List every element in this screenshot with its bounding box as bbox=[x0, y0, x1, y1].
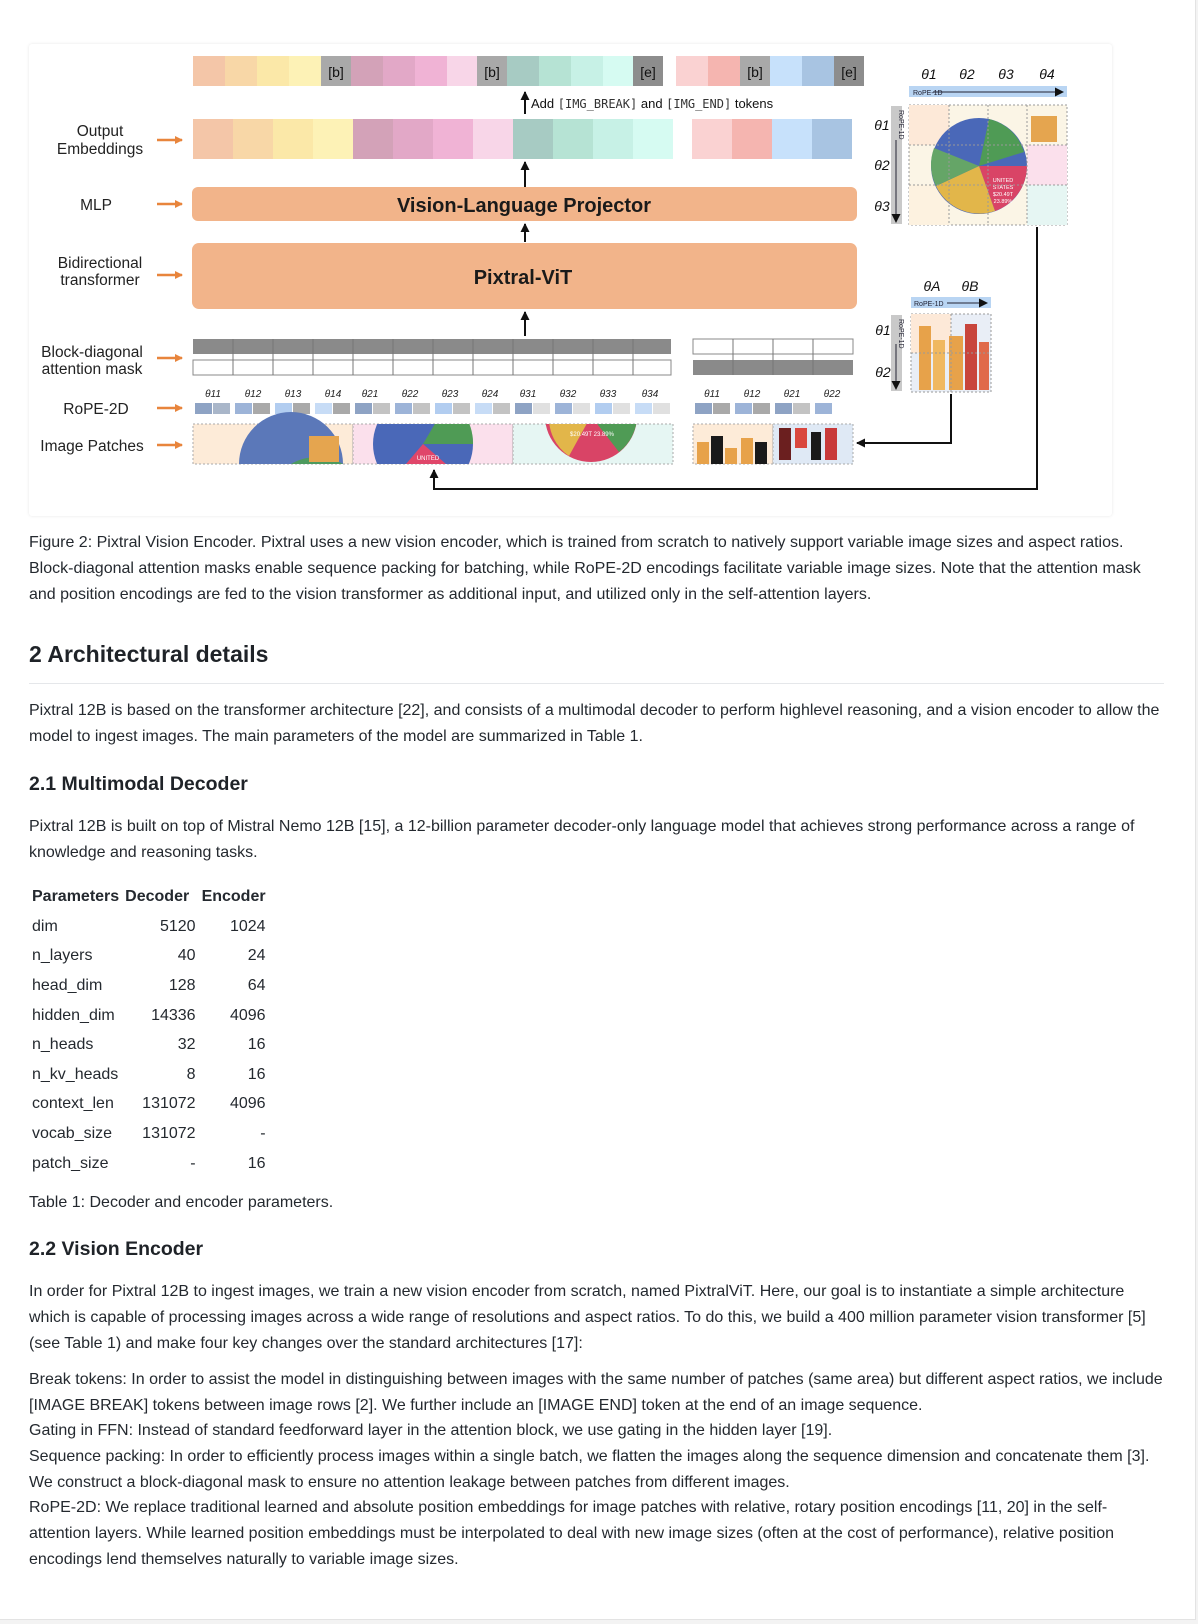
table-row bbox=[29, 971, 269, 1001]
rope-1d-top-label: RoPE-1D bbox=[913, 90, 943, 97]
table-cell: n_kv_heads bbox=[32, 1065, 119, 1083]
encoder-intro: In order for Pixtral 12B to ingest images, we train a new vision encoder from scratch, named PixtralViT. Here, our goal is to instantiate a simple architecture which is capable of processing images across a wide range of resolutions and aspect ratios. To do this, we build a 400 million parameter vision transformer [5] (see Table 1) and make four key changes over the standard architectures [17]: bbox=[29, 1283, 1146, 1352]
token-b-3: [b] bbox=[747, 64, 763, 80]
rope-side2-thetas bbox=[875, 322, 891, 380]
table-cell: 14336 bbox=[151, 1006, 196, 1024]
rt-1: θ1 bbox=[921, 66, 937, 82]
label-output-embeddings-2: Embeddings bbox=[56, 141, 144, 158]
sample-image-pie bbox=[909, 105, 1067, 225]
table-cell: context_len bbox=[32, 1095, 114, 1113]
rs-1: θ1 bbox=[874, 117, 890, 133]
table-row bbox=[29, 1060, 269, 1090]
pie-label-3: $20.49T bbox=[992, 192, 1014, 198]
table-row bbox=[29, 1001, 269, 1031]
rt-3: θ3 bbox=[998, 66, 1014, 82]
list-item-sequence-packing: Sequence packing: In order to efficiently process images within a single batch, we flatten the images along the sequence dimension and concatenate them [3]. We construct a block-diagonal mask to ensure no attention leakage between patches from different images. bbox=[29, 1448, 1150, 1491]
table-cell: 4096 bbox=[229, 1006, 266, 1024]
table-cell: n_layers bbox=[32, 947, 93, 965]
patch-pie-label: UNITED bbox=[416, 456, 440, 462]
pt-12: θ34 bbox=[641, 389, 659, 400]
pt-5: θ21 bbox=[361, 389, 379, 400]
table-row bbox=[29, 1119, 269, 1149]
table-header-row bbox=[29, 882, 269, 912]
pie-label-4: 23.89% bbox=[993, 199, 1013, 205]
label-image-patches: Image Patches bbox=[40, 438, 144, 455]
table-cell: 4096 bbox=[229, 1095, 266, 1113]
rope-1d-side-label: RoPE-1D bbox=[897, 110, 904, 140]
encoder-title: 2.2 Vision Encoder bbox=[29, 1238, 204, 1260]
table-cell: 16 bbox=[247, 1065, 266, 1083]
label-block-diagonal-1: Block-diagonal bbox=[41, 344, 143, 361]
table-cell: patch_size bbox=[32, 1154, 109, 1172]
list-item-break-tokens: Break tokens: In order to assist the model in distinguishing between images with the same number of patches (same area) but different aspect ratios, we include [IMAGE BREAK] tokens between image rows [2]. We further include an [IMAGE END] token at the end of an image sequence. bbox=[29, 1371, 1163, 1414]
table-cell: 8 bbox=[186, 1065, 196, 1083]
table-header: Decoder bbox=[125, 888, 190, 905]
label-mlp: MLP bbox=[80, 197, 112, 214]
decoder-text: Pixtral 12B is built on top of Mistral Nemo 12B [15], a 12-billion parameter decoder-only language model that achieves strong performance across a range of knowledge and reasoning tasks. bbox=[29, 818, 1135, 861]
rope-top-thetas bbox=[921, 66, 1055, 82]
table-row bbox=[29, 912, 269, 942]
table-header: Encoder bbox=[201, 888, 266, 905]
sample-image-bars bbox=[911, 314, 991, 392]
table-row bbox=[29, 1090, 269, 1120]
add-and: and bbox=[640, 96, 667, 111]
table-cell: hidden_dim bbox=[32, 1006, 115, 1024]
table-cell: 24 bbox=[247, 947, 266, 965]
pt-7: θ23 bbox=[441, 389, 459, 400]
list-item-rope-2d: RoPE-2D: We replace traditional learned and absolute position embeddings for image patches with relative, rotary position encodings [11, 20] in the self-attention layers. While learned position embeddings must be interpolated to deal with new image sizes (often at the cost of performance), relative position encodings lend themselves naturally to variable image sizes. bbox=[29, 1499, 1115, 1568]
table-cell: 40 bbox=[177, 947, 196, 965]
table-caption: Table 1: Decoder and encoder parameters. bbox=[29, 1194, 334, 1211]
pt-8: θ24 bbox=[481, 389, 499, 400]
rs-2: θ2 bbox=[874, 157, 890, 173]
label-bidirectional-1: Bidirectional bbox=[57, 255, 143, 272]
table-row bbox=[29, 1149, 269, 1179]
table-cell: 1024 bbox=[229, 917, 266, 935]
table-header: Parameters bbox=[32, 888, 120, 905]
token-e-2: [e] bbox=[841, 64, 857, 80]
pts-3: θ21 bbox=[783, 389, 801, 400]
figure-diagram bbox=[29, 44, 1112, 516]
rs2-2: θ2 bbox=[875, 364, 891, 380]
label-output-embeddings-1: Output bbox=[76, 123, 124, 140]
table-cell: 5120 bbox=[159, 917, 196, 935]
rope-ab-thetas bbox=[924, 278, 979, 294]
token-b-2: [b] bbox=[484, 64, 500, 80]
output-embeddings-row bbox=[193, 119, 852, 159]
pt-1: θ11 bbox=[205, 389, 221, 400]
add-suffix: tokens bbox=[734, 96, 774, 111]
table-cell: 131072 bbox=[142, 1095, 196, 1113]
section-divider bbox=[29, 683, 1164, 684]
label-rope-2d: RoPE-2D bbox=[63, 401, 129, 418]
rt-2: θ2 bbox=[959, 66, 975, 82]
pt-10: θ32 bbox=[559, 389, 577, 400]
label-block-diagonal-2: attention mask bbox=[41, 361, 143, 378]
table-cell: - bbox=[260, 1124, 266, 1142]
pts-2: θ12 bbox=[743, 389, 761, 400]
section-intro: Pixtral 12B is based on the transformer architecture [22], and consists of a multimodal decoder to perform highlevel reasoning, and a vision encoder to allow the model to ingest images. The main parameters of the model are summarized in Table 1. bbox=[29, 702, 1160, 745]
table-cell: 131072 bbox=[142, 1124, 196, 1142]
token-b-1: [b] bbox=[328, 64, 344, 80]
attention-mask bbox=[193, 339, 853, 375]
label-bidirectional-2: transformer bbox=[60, 272, 140, 289]
pts-4: θ22 bbox=[823, 389, 841, 400]
rope-side-thetas bbox=[874, 117, 890, 214]
rs-3: θ3 bbox=[874, 198, 890, 214]
table-cell: 64 bbox=[247, 976, 266, 994]
table-row bbox=[29, 1030, 269, 1060]
add-tokens-annotation bbox=[531, 96, 774, 111]
table-cell: 128 bbox=[168, 976, 196, 994]
patch-pie-label-2: $20.49T 23.89% bbox=[570, 432, 614, 438]
pt-3: θ13 bbox=[284, 389, 302, 400]
table-cell: dim bbox=[32, 917, 58, 935]
token-row bbox=[193, 56, 864, 86]
rope-1d-top-label-2: RoPE-1D bbox=[914, 301, 944, 308]
add-img-break: [IMG_BREAK] bbox=[557, 97, 638, 111]
table-cell: n_heads bbox=[32, 1036, 94, 1054]
add-prefix: Add bbox=[531, 96, 558, 111]
pie-label-1: UNITED bbox=[992, 178, 1014, 184]
rope-1d-side-label-2: RoPE-1D bbox=[897, 319, 904, 349]
pts-1: θ11 bbox=[704, 389, 720, 400]
pt-2: θ12 bbox=[244, 389, 262, 400]
pt-6: θ22 bbox=[401, 389, 419, 400]
add-img-end: [IMG_END] bbox=[666, 97, 732, 111]
figure-caption: Figure 2: Pixtral Vision Encoder. Pixtral uses a new vision encoder, which is trained from scratch to natively support variable image sizes and aspect ratios. Block-diagonal attention masks enable sequence packing for batching, while RoPE-2D encodings facilitate variable image sizes. Note that the attention mask and position encodings are fed to the vision transformer as additional input, and utilized only in the self-attention layers. bbox=[29, 534, 1141, 603]
table-cell: 16 bbox=[247, 1036, 266, 1054]
table-cell: 16 bbox=[247, 1154, 266, 1172]
table-cell: head_dim bbox=[32, 976, 103, 994]
figure-vision-encoder bbox=[29, 44, 1112, 516]
table-cell: 32 bbox=[177, 1036, 196, 1054]
rt-4: θ4 bbox=[1039, 66, 1055, 82]
section-title: 2 Architectural details bbox=[29, 641, 269, 667]
pt-9: θ31 bbox=[519, 389, 537, 400]
table-cell: - bbox=[190, 1154, 196, 1172]
vit-label: Pixtral-ViT bbox=[473, 267, 573, 289]
projector-label: Vision-Language Projector bbox=[396, 195, 652, 217]
rs2-1: θ1 bbox=[875, 322, 891, 338]
pt-4: θ14 bbox=[324, 389, 342, 400]
rope-2d-thetas bbox=[205, 389, 841, 400]
rab-1: θA bbox=[923, 278, 941, 294]
list-item-gating: Gating in FFN: Instead of standard feedforward layer in the attention block, we use gating in the hidden layer [19]. bbox=[29, 1422, 833, 1439]
pie-label-2: STATES bbox=[992, 185, 1014, 191]
table-cell: vocab_size bbox=[32, 1124, 113, 1142]
rab-2: θB bbox=[961, 278, 979, 294]
table-row bbox=[29, 942, 269, 972]
parameters-table bbox=[29, 882, 269, 1178]
decoder-title: 2.1 Multimodal Decoder bbox=[29, 773, 248, 795]
pt-11: θ33 bbox=[599, 389, 617, 400]
token-e-1: [e] bbox=[640, 64, 656, 80]
